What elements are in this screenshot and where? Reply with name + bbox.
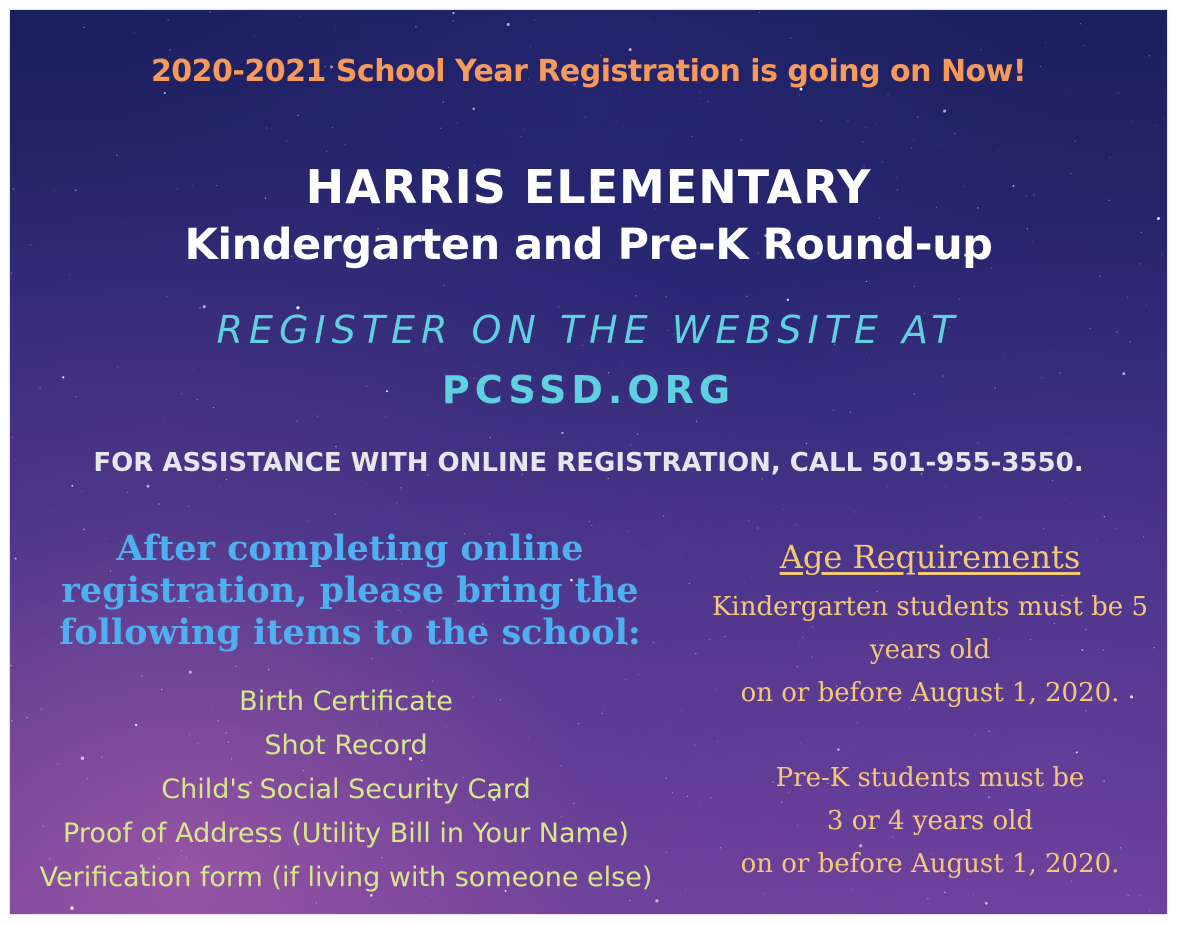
star — [297, 421, 298, 422]
star — [1146, 304, 1147, 305]
star — [806, 443, 808, 445]
star — [316, 902, 317, 903]
star — [866, 281, 868, 283]
star — [15, 558, 17, 560]
star — [783, 509, 784, 510]
star — [335, 29, 336, 30]
bring-heading-line: following items to the school: — [59, 612, 641, 653]
age-requirements-title: Age Requirements — [779, 538, 1081, 576]
star — [978, 442, 979, 443]
star — [1084, 45, 1085, 46]
star — [400, 487, 402, 489]
star — [344, 144, 345, 145]
list-item: Child's Social Security Card — [161, 774, 531, 805]
star — [629, 48, 632, 51]
star — [911, 148, 912, 149]
star — [637, 433, 638, 434]
star — [887, 94, 888, 95]
star — [1104, 516, 1105, 517]
star — [787, 298, 790, 301]
star — [1075, 141, 1076, 142]
star — [1128, 895, 1129, 896]
star — [696, 421, 698, 423]
star — [943, 110, 946, 113]
star — [521, 136, 522, 137]
star — [226, 479, 227, 480]
star — [523, 129, 524, 130]
star — [83, 27, 84, 28]
registration-flyer — [10, 10, 1167, 914]
star — [30, 444, 31, 445]
star — [188, 506, 189, 507]
star — [866, 352, 867, 353]
star — [650, 22, 651, 23]
star — [799, 743, 800, 744]
star — [821, 120, 822, 121]
star — [959, 299, 960, 300]
star — [189, 671, 192, 674]
star — [854, 511, 855, 512]
star — [11, 272, 12, 273]
star — [748, 520, 749, 521]
star — [297, 115, 298, 116]
star — [638, 674, 639, 675]
star — [805, 363, 806, 364]
star — [1109, 734, 1110, 735]
star — [301, 16, 302, 17]
star — [163, 421, 164, 422]
star — [235, 666, 236, 667]
star — [334, 513, 335, 514]
list-item: Shot Record — [264, 730, 428, 761]
star — [764, 893, 765, 894]
star — [988, 731, 989, 732]
star — [332, 127, 333, 128]
star — [685, 834, 686, 835]
star — [220, 486, 221, 487]
star — [708, 101, 709, 102]
bring-heading-line: After completing online — [116, 528, 584, 569]
star — [616, 121, 617, 122]
required-items-list — [10, 680, 682, 900]
star — [675, 419, 676, 420]
star — [442, 101, 444, 103]
star — [12, 437, 13, 438]
star — [372, 658, 373, 659]
star — [1065, 438, 1066, 439]
star — [168, 19, 169, 20]
star — [127, 492, 128, 493]
star — [1028, 733, 1029, 734]
star — [540, 486, 541, 487]
star — [366, 483, 367, 484]
bring-heading-line: registration, please bring the — [61, 570, 639, 611]
star — [1099, 276, 1101, 278]
star — [14, 541, 15, 542]
star — [643, 14, 644, 15]
star — [440, 128, 442, 130]
star — [1118, 92, 1119, 93]
star — [941, 145, 942, 146]
star — [1045, 42, 1046, 43]
star — [159, 503, 160, 504]
star — [876, 124, 877, 125]
list-item: Birth Certificate — [239, 686, 453, 717]
star — [1052, 480, 1054, 482]
star — [456, 123, 457, 124]
star — [695, 653, 696, 654]
star — [116, 155, 117, 156]
star — [1043, 528, 1044, 529]
star — [759, 12, 760, 13]
star — [71, 485, 73, 487]
star — [699, 98, 700, 99]
star — [81, 491, 82, 492]
star — [164, 92, 166, 94]
star — [1080, 23, 1081, 24]
star — [944, 892, 946, 894]
star — [266, 127, 267, 128]
star — [1115, 528, 1116, 529]
star — [452, 12, 454, 14]
star — [980, 49, 981, 50]
star — [534, 20, 535, 21]
star — [913, 139, 914, 140]
star — [147, 485, 150, 488]
star — [914, 286, 915, 287]
star — [630, 444, 631, 445]
website-address: PCSSD.ORG — [441, 368, 736, 412]
program-title: Kindergarten and Pre-K Round-up — [184, 220, 993, 270]
star — [1164, 118, 1165, 119]
star — [751, 577, 752, 578]
star — [692, 136, 693, 137]
star — [134, 32, 135, 33]
star — [877, 440, 878, 441]
star — [773, 425, 774, 426]
star — [414, 272, 415, 273]
list-item: Proof of Address (Utility Bill in Your Name) — [63, 818, 629, 849]
star — [790, 38, 792, 40]
star — [287, 141, 288, 142]
star — [917, 116, 918, 117]
star — [1156, 125, 1157, 126]
star — [1076, 751, 1078, 753]
prek-line: on or before August 1, 2020. — [740, 849, 1120, 879]
star — [635, 295, 636, 296]
school-name: HARRIS ELEMENTARY — [305, 160, 872, 214]
star — [620, 91, 621, 92]
star — [1075, 433, 1076, 434]
star — [10, 665, 12, 667]
star — [680, 555, 681, 556]
star — [1127, 297, 1128, 298]
star — [487, 666, 488, 667]
star — [166, 296, 167, 297]
star — [69, 274, 70, 275]
star — [761, 478, 762, 479]
star — [621, 363, 622, 364]
kindergarten-line: on or before August 1, 2020. — [740, 678, 1120, 708]
star — [746, 296, 747, 297]
star — [851, 889, 852, 890]
prek-age-requirement — [700, 757, 1160, 886]
star — [689, 583, 690, 584]
star — [1021, 356, 1022, 357]
star — [694, 744, 695, 745]
star — [979, 517, 980, 518]
list-item: Verification form (if living with someone else) — [39, 862, 653, 893]
star — [985, 902, 988, 905]
star — [847, 119, 848, 120]
star — [687, 796, 688, 797]
star — [665, 296, 666, 297]
star — [958, 489, 959, 490]
star — [629, 900, 630, 901]
kindergarten-line: years old — [869, 635, 991, 665]
star — [837, 748, 839, 750]
kindergarten-line: Kindergarten students must be 5 — [711, 592, 1149, 622]
star — [927, 898, 928, 899]
star — [946, 486, 947, 487]
star — [865, 127, 866, 128]
star — [1139, 895, 1140, 896]
star — [740, 139, 741, 140]
star — [530, 47, 531, 48]
star — [975, 735, 976, 736]
kindergarten-age-requirement — [700, 586, 1160, 715]
star — [209, 11, 210, 12]
star — [802, 903, 803, 904]
star — [361, 138, 362, 139]
star — [268, 669, 269, 670]
star — [887, 486, 888, 487]
prek-line: Pre-K students must be — [775, 763, 1085, 793]
star — [862, 142, 863, 143]
star — [452, 20, 453, 21]
star — [585, 117, 586, 118]
star — [1061, 523, 1062, 524]
star — [561, 432, 563, 434]
star — [699, 91, 700, 92]
star — [850, 749, 851, 750]
star — [591, 525, 592, 526]
star — [1109, 157, 1110, 158]
star — [326, 150, 328, 152]
star — [686, 889, 687, 890]
star — [70, 906, 73, 909]
star — [202, 446, 203, 447]
star — [954, 133, 955, 134]
prek-line: 3 or 4 years old — [826, 806, 1034, 836]
star — [396, 502, 397, 503]
star — [254, 35, 255, 36]
star — [55, 512, 56, 513]
star — [799, 95, 800, 96]
star — [717, 742, 718, 743]
star — [1131, 121, 1132, 122]
star — [307, 521, 308, 522]
star — [415, 26, 416, 27]
star — [468, 492, 469, 493]
star — [757, 527, 758, 528]
assistance-phone-line: FOR ASSISTANCE WITH ONLINE REGISTRATION, CALL 501-955-3550. — [93, 448, 1084, 478]
star — [141, 675, 142, 676]
star — [507, 23, 510, 26]
star — [973, 894, 974, 895]
star — [443, 285, 444, 286]
star — [1004, 355, 1005, 356]
star — [685, 110, 686, 111]
star — [1149, 910, 1150, 911]
star — [636, 360, 637, 361]
star — [538, 672, 539, 673]
star — [681, 608, 682, 609]
bring-items-heading — [30, 528, 670, 654]
star — [589, 521, 590, 522]
register-instruction: REGISTER ON THE WEBSITE AT — [216, 308, 961, 352]
star — [795, 524, 796, 525]
star — [169, 49, 170, 50]
star — [821, 738, 822, 739]
registration-headline: 2020-2021 School Year Registration is going on Now! — [150, 54, 1027, 89]
star — [473, 108, 475, 110]
star — [663, 515, 665, 517]
star — [317, 416, 318, 417]
star — [120, 677, 121, 678]
star — [856, 722, 857, 723]
star — [879, 217, 880, 218]
star — [385, 416, 386, 417]
star — [490, 437, 491, 438]
star — [998, 150, 999, 151]
star — [1071, 503, 1072, 504]
